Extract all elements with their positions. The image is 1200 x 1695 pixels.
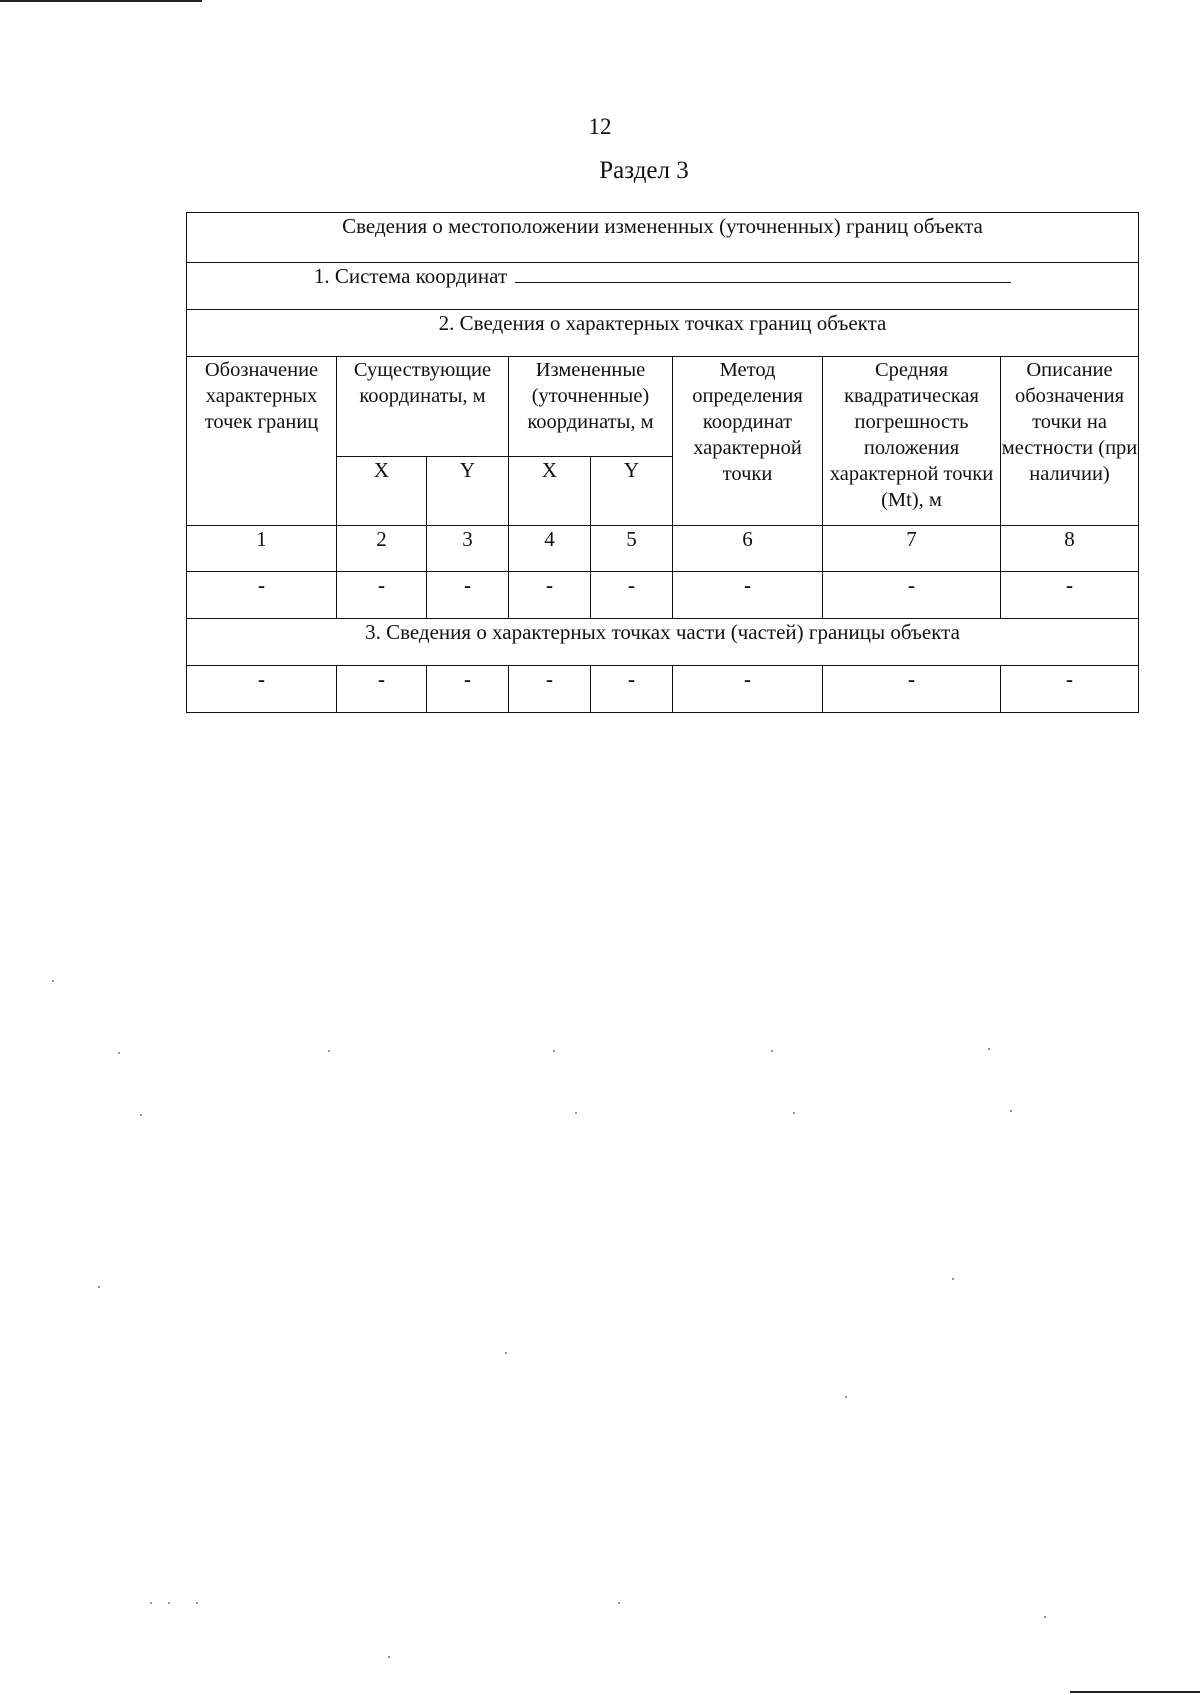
column-number: 1: [187, 526, 337, 572]
table-cell: -: [337, 572, 427, 619]
coordinate-system-label: 1. Система координат: [313, 264, 508, 288]
header-y-existing: Y: [427, 457, 509, 526]
scan-speck: [168, 1602, 170, 1604]
scan-speck: [505, 1352, 507, 1354]
scan-speck: [98, 1286, 100, 1288]
table-cell: -: [1001, 666, 1139, 713]
scan-speck: [140, 1114, 142, 1116]
header-x-existing: X: [337, 457, 427, 526]
table-title: Сведения о местоположении измененных (уточненных) границ объекта: [187, 213, 1139, 263]
table-cell: -: [591, 572, 673, 619]
scan-speck: [575, 1112, 577, 1114]
table-cell: -: [187, 572, 337, 619]
table-cell: -: [591, 666, 673, 713]
scan-speck: [988, 1048, 990, 1050]
scan-speck: [150, 1602, 152, 1604]
column-number-row: [187, 526, 1139, 572]
column-number: 3: [427, 526, 509, 572]
scan-speck: [952, 1278, 954, 1280]
table-cell: -: [187, 666, 337, 713]
scan-speck: [328, 1050, 330, 1052]
scan-speck: [196, 1602, 198, 1604]
column-number: 5: [591, 526, 673, 572]
table-cell: -: [509, 572, 591, 619]
points-section-heading: 2. Сведения о характерных точках границ объекта: [187, 310, 1139, 357]
scan-speck: [1010, 1110, 1012, 1112]
scan-speck: [1044, 1616, 1046, 1618]
scan-edge-line: [1070, 1691, 1200, 1693]
blank-page-area: [0, 740, 1200, 1695]
table-cell: -: [1001, 572, 1139, 619]
scan-speck: [771, 1050, 773, 1052]
table-cell: -: [509, 666, 591, 713]
header-y-changed: Y: [591, 457, 673, 526]
header-description: Описание обозначения точки на местности (при наличии): [1001, 357, 1139, 526]
table-cell: -: [673, 666, 823, 713]
column-number: 7: [823, 526, 1001, 572]
section-title: Раздел 3: [599, 157, 689, 184]
column-number: 8: [1001, 526, 1139, 572]
header-existing-coordinates: Существующие координаты, м: [337, 357, 509, 457]
scan-edge-line: [0, 0, 202, 2]
table-cell: -: [427, 666, 509, 713]
column-number: 2: [337, 526, 427, 572]
scan-speck: [52, 980, 54, 982]
boundary-coordinates-table: [186, 212, 1139, 713]
scan-speck: [618, 1602, 620, 1604]
table-cell: -: [673, 572, 823, 619]
table-cell: -: [823, 666, 1001, 713]
points-data-row: [187, 572, 1139, 619]
scan-speck: [845, 1396, 847, 1398]
coordinate-system-blank-line: [515, 264, 1011, 283]
table-cell: -: [337, 666, 427, 713]
scan-speck: [118, 1052, 120, 1054]
column-number: 4: [509, 526, 591, 572]
header-method: Метод определения координат характерной точки: [673, 357, 823, 526]
table-cell: -: [823, 572, 1001, 619]
column-number: 6: [673, 526, 823, 572]
header-x-changed: X: [509, 457, 591, 526]
parts-section-heading: 3. Сведения о характерных точках части (частей) границы объекта: [187, 619, 1139, 666]
header-changed-coordinates: Измененные (уточненные) координаты, м: [509, 357, 673, 457]
coordinate-system-row: [187, 263, 1139, 310]
scan-speck: [388, 1656, 390, 1658]
page-number: 12: [588, 114, 612, 139]
parts-data-row: [187, 666, 1139, 713]
table-cell: -: [427, 572, 509, 619]
scan-speck: [793, 1112, 795, 1114]
header-rmse: Средняя квадратическая погрешность положения характерной точки (Mt), м: [823, 357, 1001, 526]
scan-speck: [553, 1050, 555, 1052]
header-designation: Обозначение характерных точек границ: [187, 357, 337, 526]
